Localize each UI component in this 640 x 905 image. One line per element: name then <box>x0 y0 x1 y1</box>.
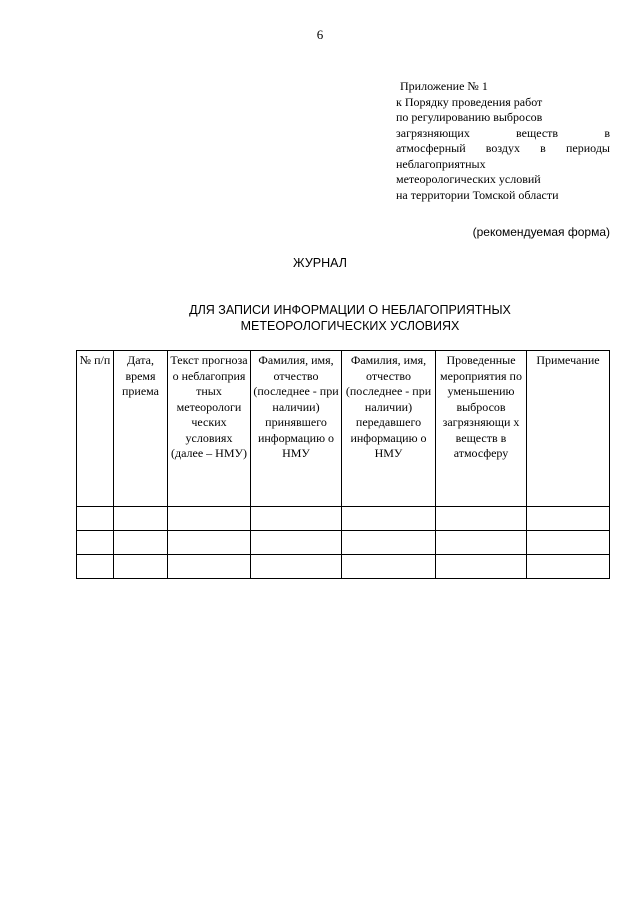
appendix-line: метеорологических условий <box>396 172 541 186</box>
column-header-receiver: Фамилия, имя, отчество (последнее - при наличии) принявшего информацию о НМУ <box>251 351 342 507</box>
table-cell <box>251 507 342 531</box>
table-cell <box>342 531 436 555</box>
table-cell <box>168 555 251 579</box>
appendix-line: атмосферный воздух в периоды <box>396 141 610 155</box>
journal-subtitle-text: ДЛЯ ЗАПИСИ ИНФОРМАЦИИ О НЕБЛАГОПРИЯТНЫХ МЕТЕОРОЛОГИЧЕСКИХ УСЛОВИЯХ <box>189 303 511 333</box>
table-cell <box>114 555 168 579</box>
table-header-row <box>77 351 610 507</box>
appendix-line: загрязняющих веществ в <box>396 125 610 140</box>
form-note: (рекомендуемая форма) <box>472 225 610 239</box>
table-row <box>77 531 610 555</box>
appendix-line: к Порядку проведения работ <box>396 94 543 109</box>
column-header-measures: Проведенные мероприятия по уменьшению выбросов загрязняющи х веществ в атмосферу <box>436 351 527 507</box>
table-cell <box>527 531 610 555</box>
appendix-line: по регулированию выбросов <box>396 110 543 124</box>
column-header-number: № п/п <box>77 351 114 507</box>
table-cell <box>114 531 168 555</box>
table-cell <box>436 507 527 531</box>
appendix-line: на территории Томской области <box>396 187 559 202</box>
table-cell <box>168 531 251 555</box>
table-row <box>77 507 610 531</box>
table-cell <box>436 555 527 579</box>
column-header-forecast: Текст прогноза о неблагоприя тных метеорологи ческих условиях (далее – НМУ) <box>168 351 251 507</box>
table-cell <box>342 507 436 531</box>
appendix-block <box>396 79 610 203</box>
table-cell <box>251 531 342 555</box>
table-cell <box>527 555 610 579</box>
page-number: 6 <box>316 27 324 42</box>
column-header-date: Дата, время приема <box>114 351 168 507</box>
appendix-line: Приложение № 1 <box>400 79 488 93</box>
table-cell <box>77 507 114 531</box>
table-cell <box>168 507 251 531</box>
table-cell <box>342 555 436 579</box>
column-header-note: Примечание <box>527 351 610 507</box>
table-cell <box>77 555 114 579</box>
table-cell <box>114 507 168 531</box>
table-cell <box>77 531 114 555</box>
journal-title: ЖУРНАЛ <box>293 256 347 270</box>
journal-subtitle <box>0 303 640 334</box>
table-row <box>77 555 610 579</box>
table-cell <box>436 531 527 555</box>
column-header-sender: Фамилия, имя, отчество (последнее - при наличии) передавшего информацию о НМУ <box>342 351 436 507</box>
table-cell <box>527 507 610 531</box>
table-cell <box>251 555 342 579</box>
journal-table <box>76 350 610 579</box>
appendix-line: неблагоприятных <box>396 156 486 171</box>
